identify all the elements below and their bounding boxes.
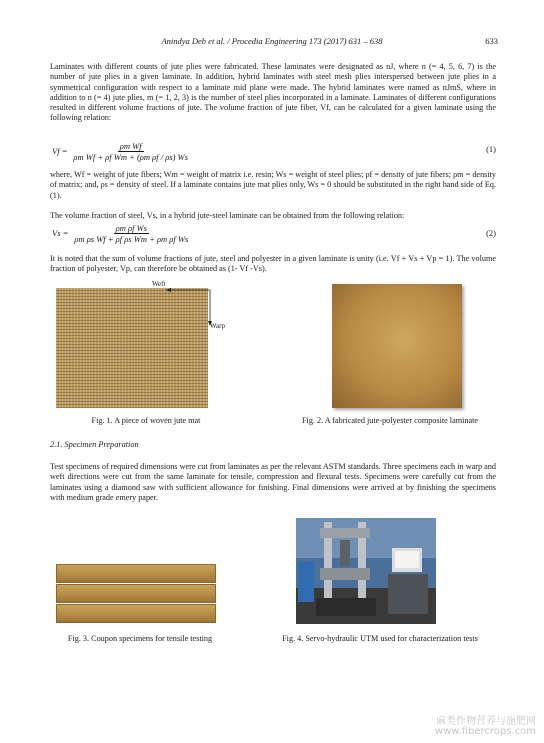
- figure-1-caption: Fig. 1. A piece of woven jute mat: [91, 416, 201, 425]
- servo-hydraulic-utm-image: [296, 518, 436, 624]
- warp-label: Warp: [210, 322, 225, 330]
- coupon-specimen: [56, 584, 216, 603]
- paragraph-steel-fraction-intro: The volume fraction of steel, Vs, in a hybrid jute-steel laminate can be obtained from the following relation:: [50, 211, 405, 220]
- figure-3-caption: Fig. 3. Coupon specimens for tensile testing: [67, 634, 213, 643]
- eq1-number: (1): [486, 144, 496, 154]
- equation-1: [52, 134, 492, 168]
- coupon-specimen: [56, 604, 216, 623]
- figure-1: [56, 282, 256, 408]
- page-number: 633: [485, 36, 498, 46]
- eq2-denominator: ρm ρs Wf + ρf ρs Wm + ρm ρf Ws: [74, 233, 189, 244]
- watermark-url: www.fibercrops.com: [434, 726, 536, 737]
- eq2-number: (2): [486, 228, 496, 238]
- coupon-specimen: [56, 564, 216, 583]
- eq1-numerator: ρm Wf: [119, 140, 142, 151]
- watermark-chinese: 麻类作物营养与施肥网: [436, 716, 536, 727]
- paragraph-laminate-designation: Laminates with different counts of jute plies were fabricated. These laminates were designated as nJ, where n (= 4, 5, 6, 7) is the number of jute plies in a given laminate. In addition, hybrid laminates with steel mesh plies interspersed between jute plies in a symmetrical configuration with respect to a laminate mid plane were made. The hybrid laminates were named as nJmS, where in addition to n (= 4) jute plies, m (= 1, 2, 3) is the number of steel plies incorporated in a laminate. Laminates of different configurations resulted in different volume fractions of jute. The volume fraction of jute fiber, Vf, can be calculated for a given laminate using the following relation:: [50, 62, 496, 123]
- eq1-denominator: ρm Wf + ρf Wm + (ρm ρf / ρs) Ws: [73, 151, 188, 162]
- figure-2-caption: Fig. 2. A fabricated jute-polyester composite laminate: [302, 416, 478, 425]
- direction-arrows: [166, 288, 216, 328]
- eq2-fraction: [72, 223, 190, 244]
- paragraph-polyester-fraction: It is noted that the sum of volume fractions of jute, steel and polyester in a given laminate is unity (i.e. Vf + Vs + Vp = 1). The volume fraction of polyester, Vp, can therefore be obtained as (1- Vf -Vs).: [50, 254, 496, 274]
- eq1-fraction: [71, 141, 190, 162]
- paragraph-variable-definitions: where, Wf = weight of jute fibers; Wm = weight of matrix i.e. resin; Ws = weight of steel plies; ρf = density of jute fibers; ρm = density of matrix; and, ρs = density of steel. If a laminate contains jute mat plies only, Ws = 0 should be substituted in the right hand side of Eq. (1).: [50, 170, 496, 200]
- weft-label: Weft: [152, 280, 166, 288]
- coupon-specimens-image: [56, 560, 216, 626]
- eq2-lhs: Vs =: [52, 228, 69, 238]
- section-heading: 2.1. Specimen Preparation: [50, 440, 139, 449]
- composite-laminate-image: [332, 284, 462, 408]
- running-header-citation: Anindya Deb et al. / Procedia Engineering 173 (2017) 631 – 638: [161, 36, 383, 46]
- equation-2: [52, 220, 492, 246]
- eq1-lhs: Vf =: [52, 146, 68, 156]
- paragraph-specimen-preparation: Test specimens of required dimensions were cut from laminates as per the relevant ASTM standards. Three specimens each in warp and weft directions were cut from the same laminate for tensile, compression and flexural tests. Specimens were carefully cut from the laminates using a diamond saw with sufficient allowance for finishing. Final dimensions were arrived at by finishing the specimens with medium grade emery paper.: [50, 462, 496, 502]
- eq2-numerator: ρm ρf Ws: [115, 222, 147, 233]
- figure-4-caption: Fig. 4. Servo-hydraulic UTM used for characterization tests: [282, 634, 478, 643]
